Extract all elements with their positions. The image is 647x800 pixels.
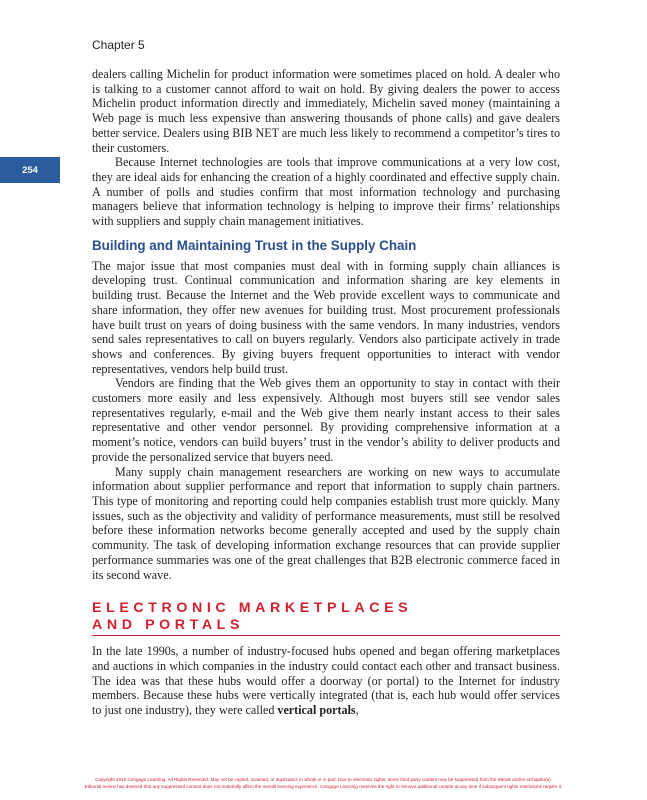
copyright-line-2: Editorial review has deemed that any suppressed content does not materially affect the overall learning experience. Cengage Learning reserves the right to remove additional content at any time if subsequent rights restrictions require it. bbox=[84, 784, 563, 789]
body-paragraph-internet-tools: Because Internet technologies are tools that improve communications at a very low cost, they are ideal aids for enhancing the creation of a highly coordinated and effective supply chain. A number of polls and studies confirm that most information technology and purchasing managers believe that information technology is helping to improve their firms’ relationships with suppliers and supply chain management initiatives. bbox=[92, 155, 560, 229]
chapter-label: Chapter 5 bbox=[92, 38, 145, 52]
page-number: 254 bbox=[22, 164, 38, 176]
heading-line-1: ELECTRONIC MARKETPLACES bbox=[92, 600, 413, 617]
heading-divider bbox=[92, 635, 560, 636]
copyright-footer bbox=[0, 776, 647, 790]
marketplaces-text-end: , bbox=[355, 703, 359, 718]
body-paragraph-marketplaces bbox=[92, 644, 560, 718]
heading-line-2-text: AND PORTALS bbox=[92, 617, 245, 634]
section-heading-trust: Building and Maintaining Trust in the Supply Chain bbox=[92, 237, 417, 253]
body-paragraph-michelin: dealers calling Michelin for product information were sometimes placed on hold. A dealer who is talking to a customer cannot afford to wait on hold. By giving dealers the power to access Michelin product information directly and immediately, Michelin saved money (maintaining a Web page is much less expensive than answering thousands of phone calls) and gave dealers better service. Dealers using BIB NET are much less likely to recommend a competitor’s tires to their customers. bbox=[92, 67, 560, 155]
page-number-tab bbox=[0, 157, 60, 183]
section-heading-marketplaces bbox=[92, 600, 560, 634]
body-paragraph-trust-2: Vendors are finding that the Web gives them an opportunity to stay in contact with their customers more easily and less expensively. Although most buyers still see vendor sales representatives regularly, e-mail and the Web give them nearly instant access to their sales representative and other vendor personnel. By providing comprehensive information at a moment’s notice, vendors can build buyers’ trust in the vendor’s ability to deliver products and provide the personalized service that buyers need. bbox=[92, 376, 560, 464]
key-term-vertical-portals: vertical portals bbox=[277, 703, 356, 718]
marketplaces-text: In the late 1990s, a number of industry-focused hubs opened and began offering marketplaces and auctions in which companies in the industry could contact each other and transact business. The idea was that these hubs would offer a doorway (or portal) to the Internet for industry members. Because these hubs were vertically integrated (that is, each hub would offer services to just one industry), they were called bbox=[92, 644, 560, 718]
body-paragraph-trust-1: The major issue that most companies must deal with in forming supply chain alliances is developing trust. Continual communication and information sharing are key elements in building trust. Because the Internet and the Web provide excellent ways to communicate and share information, they offer new avenues for building trust. Most procurement professionals have built trust on years of doing business with the same vendors. In many industries, vendors send sales representatives to call on buyers regularly. Vendors also participate actively in trade shows and conferences. By giving buyers frequent opportunities to interact with vendor representatives, vendors help build trust. bbox=[92, 258, 560, 376]
copyright-line-1: Copyright 2015 Cengage Learning. All Rights Reserved. May not be copied, scanned, or duplicated, in whole or in part. Due to electronic rights, some third party content may be suppressed from the eBook and/or eChapter(s). bbox=[95, 777, 552, 782]
heading-line-2 bbox=[92, 617, 560, 634]
body-paragraph-trust-3: Many supply chain management researchers are working on new ways to accumulate information about supplier performance and report that information to supply chain partners. This type of monitoring and reporting could help companies establish trust more quickly. Many issues, such as the objectivity and validity of performance measurements, must still be resolved before these information networks become generally accepted and used by the supply chain community. The task of developing information exchange resources that can provide supplier performance summaries was one of the great challenges that B2B electronic commerce faced in its second wave. bbox=[92, 464, 560, 582]
page-body bbox=[92, 67, 560, 718]
